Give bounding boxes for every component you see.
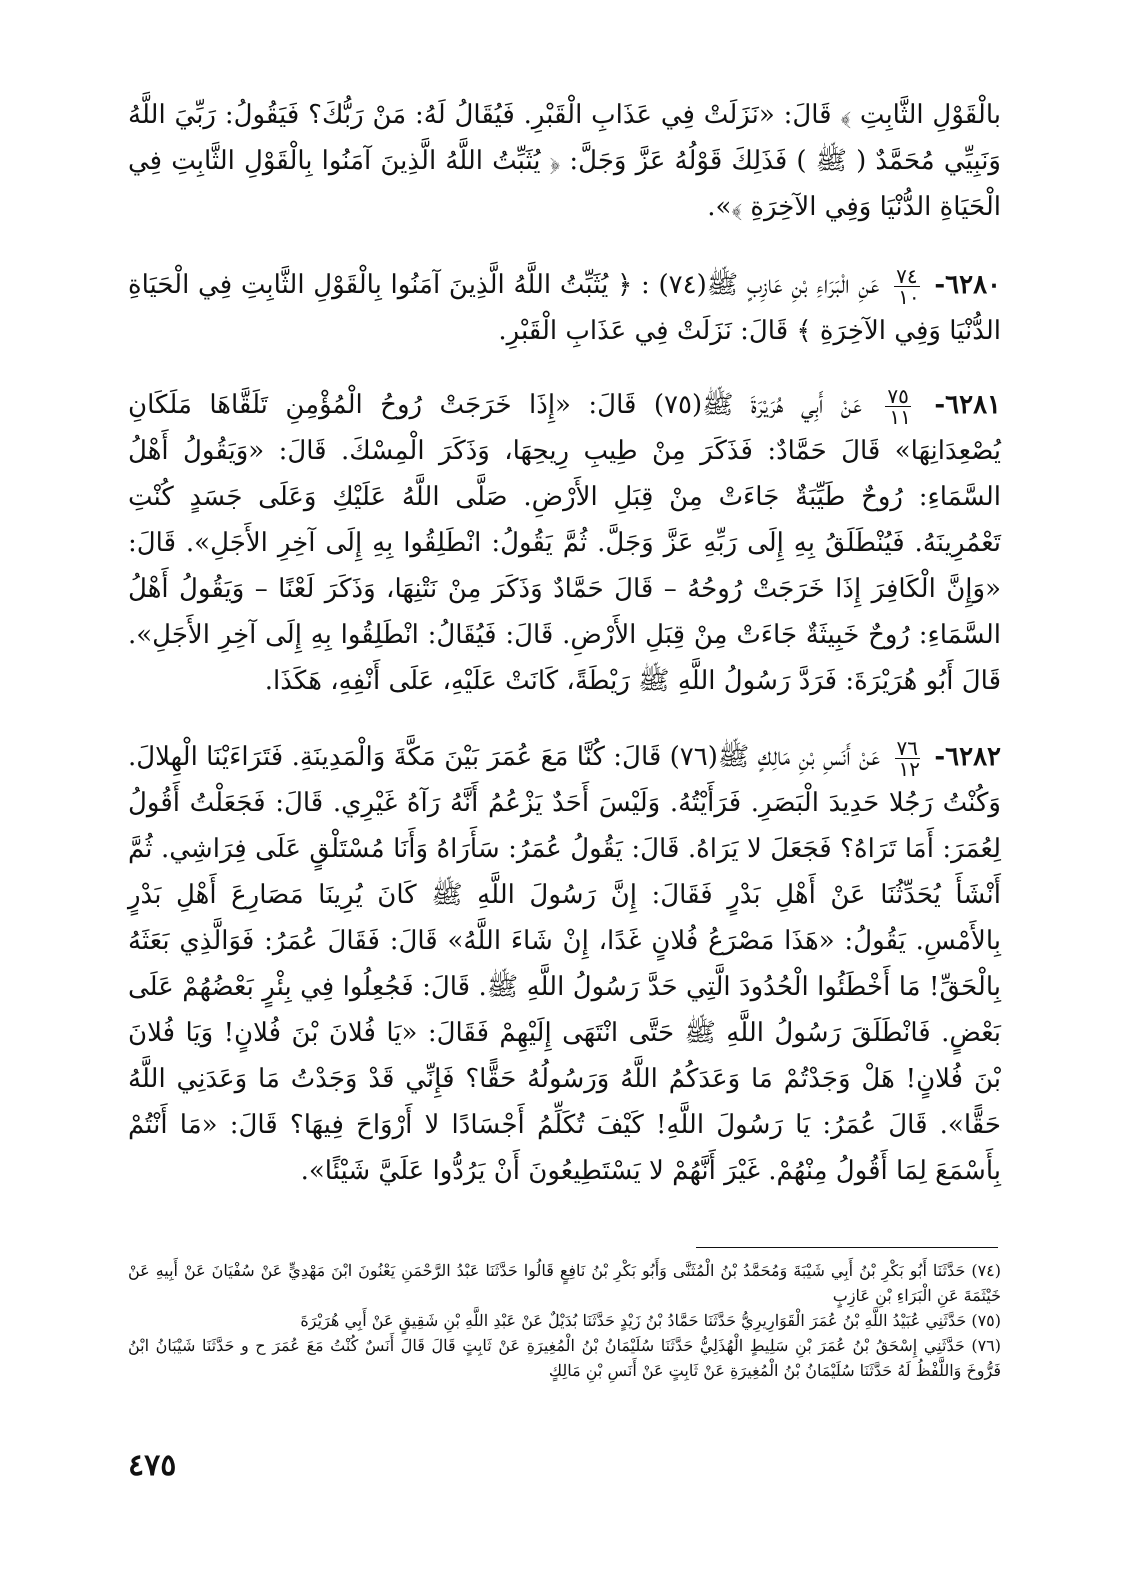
fraction-bottom: ١١ [889,404,911,429]
page-number: ٤٧٥ [128,1448,177,1483]
footnote-76: (٧٦) حَدَّثَنِي إِسْحَقُ بْنُ عُمَرَ بْنِ سَلِيطٍ الْهُذَلِيُّ حَدَّثَنَا سُلَيْمَانُ بْنُ الْمُغِيرَةِ عَنْ ثَابِتٍ قَالَ قَالَ أَنَسٌ كُنْتُ مَعَ عُمَرَ ح و حَدَّثَنَا شَيْبَانُ ابْنُ فَرُّوخَ وَاللَّفْظُ لَهُ حَدَّثَنَا سُلَيْمَانُ بْنُ الْمُغِيرَةِ عَنْ ثَابِتٍ عَنْ أَنَسِ بْنِ مَالِكٍ [128,1336,1001,1380]
hadith-fraction [885,383,911,429]
hadith-number: ٦٢٨٢- [934,742,1002,772]
fraction-bottom: ١٢ [898,756,920,781]
fraction-bottom: ١٠ [898,284,920,309]
fraction-top: ٧٤ [896,263,918,288]
fraction-top: ٧٦ [896,735,918,760]
hadith-continuation-paragraph: بالْقَوْلِ الثَّابِتِ ﴾ قَالَ: «نَزَلَتْ فِي عَذَابِ الْقَبْرِ. فَيُقَالُ لَهُ: مَنْ رَبُّكَ؟ فَيَقُولُ: رَبِّيَ اللَّهُ وَنَبِيِّي مُحَمَّدٌ ( ﷺ ) فَذَلِكَ قَوْلُهُ عَزَّ وَجَلَّ: ﴿ يُثَبِّتُ اللَّهُ الَّذِينَ آمَنُوا بِالْقَوْلِ الثَّابِتِ فِي الْحَيَاةِ الدُّنْيَا وَفِي الآخِرَةِ ﴾». [128,100,1001,222]
hadith-6281 [128,382,1001,704]
footnote-74: (٧٤) حَدَّثَنَا أَبُو بَكْرِ بْنُ أَبِي شَيْبَةَ وَمُحَمَّدُ بْنُ الْمُثَنَّى وَأَبُو بَكْرِ بْنُ نَافِعٍ قَالُوا حَدَّثَنَا عَبْدُ الرَّحْمَنِ يَعْنُونَ ابْنَ مَهْدِيٍّ عَنْ سُفْيَانَ عَنْ أَبِيهِ عَنْ خَيْثَمَةَ عَنِ الْبَرَاءِ بْنِ عَازِبٍ [128,1261,1001,1305]
hadith-fraction [895,735,920,781]
fraction-top: ٧٥ [887,383,909,408]
hadith-text: عَنِ الْبَرَاءِ بْنِ عَازِبٍ ﷺ(٧٤) : ﴿ يُثَبِّتُ اللَّهُ الَّذِينَ آمَنُوا بِالْقَوْلِ الثَّابِتِ فِي الْحَيَاةِ الدُّنْيَا وَفِي الآخِرَةِ ﴾ قَالَ: نَزَلَتْ فِي عَذَابِ الْقَبْرِ. [128,270,1001,346]
hadith-6282 [128,734,1001,1194]
hadith-fraction [894,263,920,309]
hadith-text: عَنْ أَبِي هُرَيْرَةَ ﷺ(٧٥) قَالَ: «إِذَا خَرَجَتْ رُوحُ الْمُؤْمِنِ تَلَقَّاهَا مَلَكَانِ يُصْعِدَانِهَا» قَالَ حَمَّادٌ: فَذَكَرَ مِنْ طِيبِ رِيحِهَا، وَذَكَرَ الْمِسْكَ. قَالَ: «وَيَقُولُ أَهْلُ السَّمَاءِ: رُوحٌ طَيِّبَةٌ جَاءَتْ مِنْ قِبَلِ الأَرْضِ. صَلَّى اللَّهُ عَلَيْكِ وَعَلَى جَسَدٍ كُنْتِ تَعْمُرِينَهُ. فَيُنْطَلَقُ بِهِ إِلَى رَبِّهِ عَزَّ وَجَلَّ. ثُمَّ يَقُولُ: انْطَلِقُوا بِهِ إِلَى آخِرِ الأَجَلِ». قَالَ: «وَإِنَّ الْكَافِرَ إِذَا خَرَجَتْ رُوحُهُ – قَالَ حَمَّادٌ وَذَكَرَ مِنْ نَتْنِهَا، وَذَكَرَ لَعْنًا – وَيَقُولُ أَهْلُ السَّمَاءِ: رُوحٌ خَبِيثَةٌ جَاءَتْ مِنْ قِبَلِ الأَرْضِ. قَالَ: فَيُقَالُ: انْطَلِقُوا بِهِ إِلَى آخِرِ الأَجَلِ». قَالَ أَبُو هُرَيْرَةَ: فَرَدَّ رَسُولُ اللَّهِ ﷺ رَيْطَةً، كَانَتْ عَلَيْهِ، عَلَى أَنْفِهِ، هَكَذَا. [128,390,1001,696]
footnote-75: (٧٥) حَدَّثَنِي عُبَيْدُ اللَّهِ بْنُ عُمَرَ الْقَوَارِيرِيُّ حَدَّثَنَا حَمَّادُ بْنُ زَيْدٍ حَدَّثَنَا بُدَيْلٌ عَنْ عَبْدِ اللَّهِ بْنِ شَقِيقٍ عَنْ أَبِي هُرَيْرَةَ [300,1311,1001,1330]
hadith-number: ٦٢٨١- [934,390,1001,420]
hadith-6280 [128,262,1001,354]
hadith-number: ٦٢٨٠- [934,270,1002,300]
footnote-divider [696,1247,998,1248]
hadith-text: عَنْ أَنَسِ بْنِ مَالِكٍ ﷺ(٧٦) قَالَ: كُنَّا مَعَ عُمَرَ بَيْنَ مَكَّةَ وَالْمَدِينَةِ. فَتَرَاءَيْنَا الْهِلالَ. وَكُنْتُ رَجُلا حَدِيدَ الْبَصَرِ. فَرَأَيْتُهُ. وَلَيْسَ أَحَدٌ يَزْعُمُ أَنَّهُ رَآهُ غَيْرِي. قَالَ: فَجَعَلْتُ أَقُولُ لِعُمَرَ: أَمَا تَرَاهُ؟ فَجَعَلَ لا يَرَاهُ. قَالَ: يَقُولُ عُمَرُ: سَأَرَاهُ وَأَنَا مُسْتَلْقٍ عَلَى فِرَاشِي. ثُمَّ أَنْشَأَ يُحَدِّثُنَا عَنْ أَهْلِ بَدْرٍ فَقَالَ: إِنَّ رَسُولَ اللَّهِ ﷺ كَانَ يُرِينَا مَصَارِعَ أَهْلِ بَدْرٍ بِالأَمْسِ. يَقُولُ: «هَذَا مَصْرَعُ فُلانٍ غَدًا، إِنْ شَاءَ اللَّهُ» قَالَ: فَقَالَ عُمَرُ: فَوَالَّذِي بَعَثَهُ بِالْحَقِّ! مَا أَخْطَئُوا الْحُدُودَ الَّتِي حَدَّ رَسُولُ اللَّهِ ﷺ. قَالَ: فَجُعِلُوا فِي بِئْرٍ بَعْضُهُمْ عَلَى بَعْضٍ. فَانْطَلَقَ رَسُولُ اللَّهِ ﷺ حَتَّى انْتَهَى إِلَيْهِمْ فَقَالَ: «يَا فُلانَ بْنَ فُلانٍ! وَيَا فُلانَ بْنَ فُلانٍ! هَلْ وَجَدْتُمْ مَا وَعَدَكُمُ اللَّهُ وَرَسُولُهُ حَقًّا؟ فَإِنِّي قَدْ وَجَدْتُ مَا وَعَدَنِي اللَّهُ حَقًّا». قَالَ عُمَرُ: يَا رَسُولَ اللَّهِ! كَيْفَ تُكَلِّمُ أَجْسَادًا لا أَرْوَاحَ فِيهَا؟ قَالَ: «مَا أَنْتُمْ بِأَسْمَعَ لِمَا أَقُولُ مِنْهُمْ. غَيْرَ أَنَّهُمْ لا يَسْتَطِيعُونَ أَنْ يَرُدُّوا عَلَيَّ شَيْئًا». [128,742,1001,1186]
footnotes [128,1258,1001,1383]
